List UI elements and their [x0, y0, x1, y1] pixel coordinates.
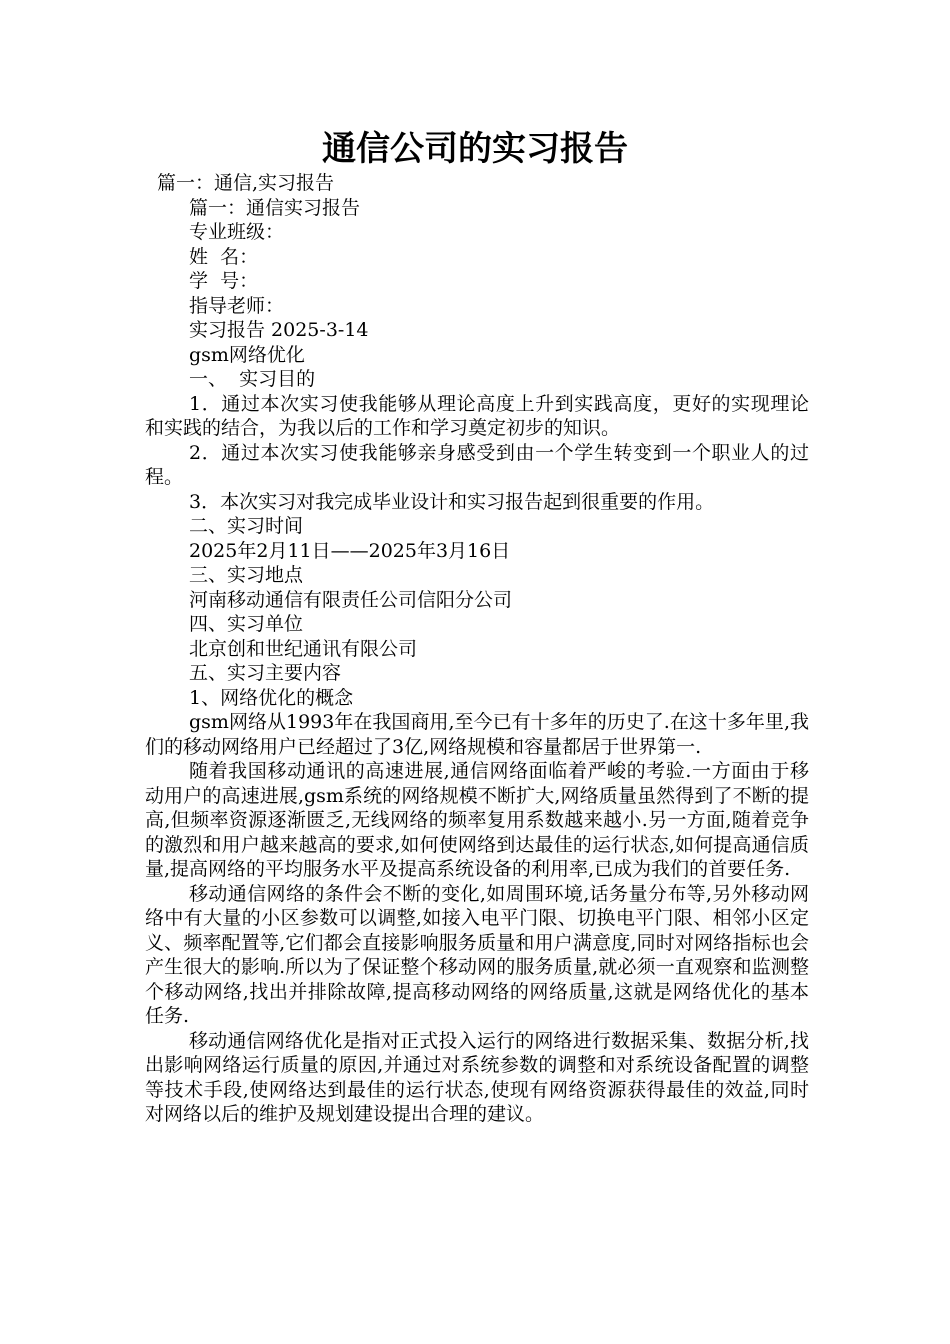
paragraph: 2．通过本次实习使我能够亲身感受到由一个学生转变到一个职业人的过程。	[145, 441, 809, 488]
heading-time: 二、实习时间	[189, 515, 304, 537]
internship-unit: 北京创和世纪通讯有限公司	[189, 637, 418, 660]
heading-purpose: 一、 实习目的	[189, 368, 316, 390]
paragraph: 1．通过本次实习使我能够从理论高度上升到实践高度，更好的实现理论和实践的结合，为我以后的工作和学习奠定初步的知识。	[145, 392, 809, 439]
heading-location: 三、实习地点	[189, 564, 304, 586]
paragraph: 随着我国移动通讯的高速进展,通信网络面临着严峻的考验.一方面由于移动用户的高速进展,gsm系统的网络规模不断扩大,网络质量虽然得到了不断的提高,但频率资源逐渐匮乏,无线网络的频率复用系数越来越小.另一方面,随着竞争的激烈和用户越来越高的要求,如何使网络到达最佳的运行状态,如何提高通信质量,提高网络的平均服务水平及提高系统设备的利用率,已成为我们的首要任务.	[145, 760, 809, 880]
report-topic: gsm网络优化	[189, 343, 305, 366]
section-line: 篇一：通信,实习报告	[157, 172, 335, 194]
field-student-id: 学 号：	[189, 270, 259, 292]
report-date: 实习报告 2025-3-14	[189, 319, 369, 341]
paragraph: 3．本次实习对我完成毕业设计和实习报告起到很重要的作用。	[189, 490, 715, 513]
field-name: 姓 名：	[189, 245, 259, 268]
document-body	[145, 171, 809, 1127]
paragraph: 移动通信网络的条件会不断的变化,如周围环境,话务量分布等,另外移动网络中有大量的小区参数可以调整,如接入电平门限、切换电平门限、相邻小区定义、频率配置等,它们都会直接影响服务质量和用户满意度,同时对网络指标也会产生很大的影响.所以为了保证整个移动网的服务质量,就必须一直观察和监测整个移动网络,找出并排除故障,提高移动网络的网络质量,这就是网络优化的基本任务.	[145, 882, 809, 1027]
sub-heading: 篇一：通信实习报告	[189, 196, 361, 219]
field-class: 专业班级：	[189, 221, 285, 243]
field-advisor: 指导老师：	[189, 294, 285, 317]
paragraph: 移动通信网络优化是指对正式投入运行的网络进行数据采集、数据分析,找出影响网络运行质量的原因,并通过对系统参数的调整和对系统设备配置的调整等技术手段,使网络达到最佳的运行状态,使现有网络资源获得最佳的效益,同时对网络以后的维护及规划建设提出合理的建议。	[145, 1029, 809, 1125]
heading-unit: 四、实习单位	[189, 613, 304, 635]
paragraph: gsm网络从1993年在我国商用,至今已有十多年的历史了.在这十多年里,我们的移动网络用户已经超过了3亿,网络规模和容量都居于世界第一.	[145, 711, 809, 758]
internship-location: 河南移动通信有限责任公司信阳分公司	[189, 588, 513, 611]
heading-concept: 1、网络优化的概念	[189, 686, 354, 709]
document-title: 通信公司的实习报告	[322, 129, 628, 169]
heading-content: 五、实习主要内容	[189, 662, 342, 684]
internship-period: 2025年2月11日——2025年3月16日	[189, 539, 511, 562]
